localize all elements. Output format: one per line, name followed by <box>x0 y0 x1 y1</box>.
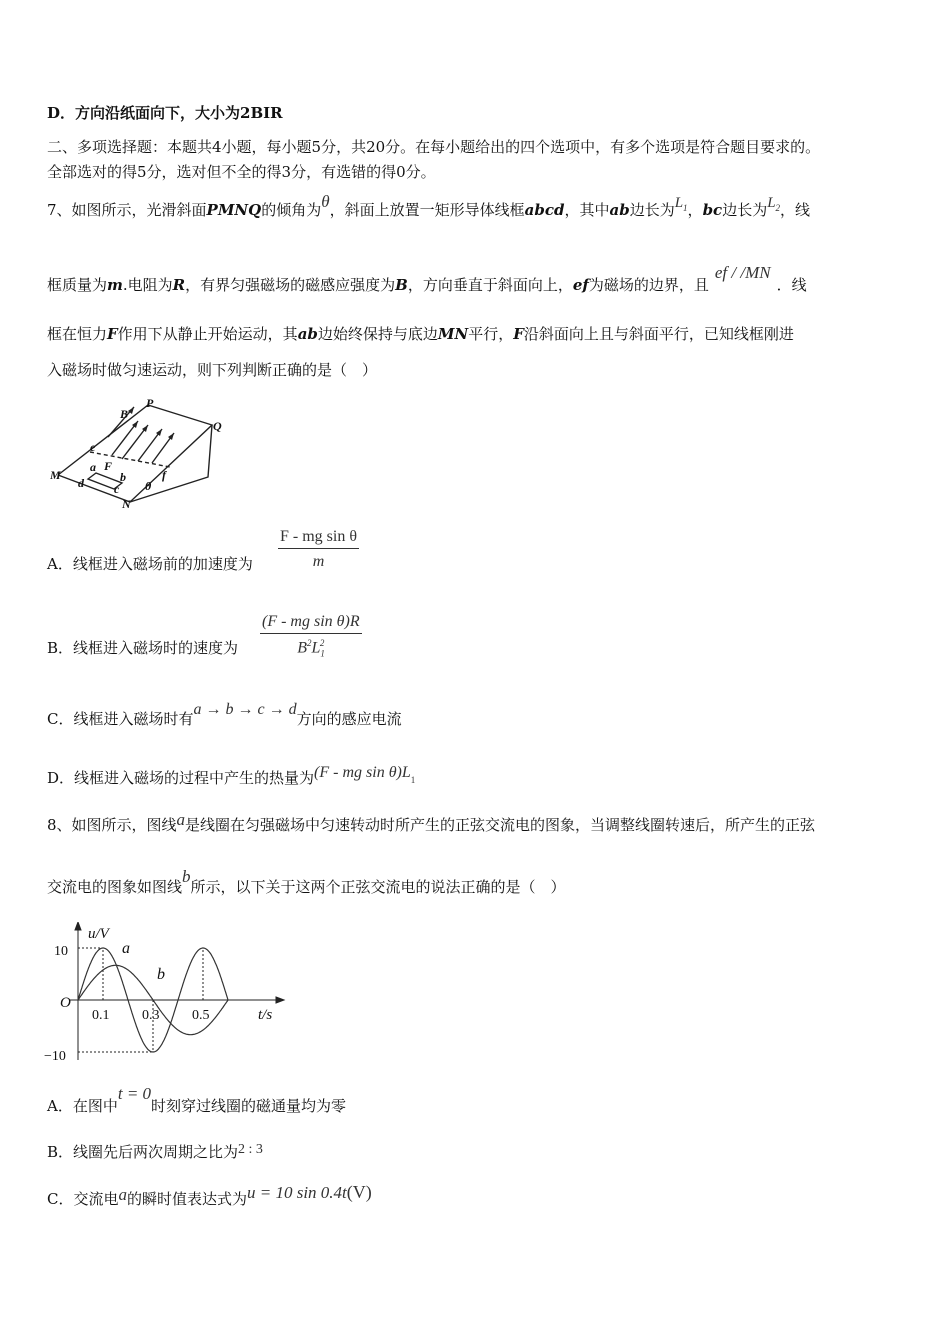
q7-line1: 7、如图所示，光滑斜面PMNQ的倾角为θ，斜面上放置一矩形导体线框abcd，其中ab边长为$L_1$，bc边长为$L_2$，线 <box>47 192 811 219</box>
q7-line4: 入磁场时做匀速运动，则下列判断正确的是（ ） <box>47 361 378 379</box>
chart-xtick-2: 0.5 <box>192 1008 210 1023</box>
fig-label-c: c <box>114 482 120 496</box>
q7-option-a: A．线框进入磁场前的加速度为 <box>47 555 253 573</box>
fig-label-B: B <box>120 407 129 421</box>
q7-option-b: B．线框进入磁场时的速度为 <box>47 639 239 657</box>
fig-label-F: F <box>104 459 113 473</box>
chart-ytick-bottom: −10 <box>44 1049 66 1064</box>
chart-xlabel: t/s <box>258 1007 273 1023</box>
section-heading: 二、多项选择题：本题共4小题，每小题5分，共20分。在每小题给出的四个选项中，有多个选项是符合题目要求的。 <box>47 138 821 156</box>
section-heading-2: 全部选对的得5分，选对但不全的得3分，有选错的得0分。 <box>47 163 436 181</box>
fig-label-theta: θ <box>145 479 152 493</box>
prev-option-d: D．方向沿纸面向下，大小为2BIR <box>47 104 283 122</box>
chart-ylabel: u/V <box>88 926 109 942</box>
q7-option-b-fraction: $\frac{\text{(F - mg sin θ)R}}{B^2L_1^2}$ <box>262 613 360 659</box>
fig-label-e: e <box>90 440 96 454</box>
q7-option-a-fraction: $\frac{\text{F - mg sin θ}}{m}$ <box>280 528 358 570</box>
chart-y-arrow <box>75 922 81 930</box>
fig-label-b: b <box>120 470 126 484</box>
q7-line2: 框质量为m.电阻为R，有界匀强磁场的磁感应强度为B，方向垂直于斜面向上，ef为磁场的边界，且ef / /MN．线 <box>47 263 807 294</box>
fig-label-P: P <box>146 397 154 410</box>
q7-line3: 框在恒力F作用下从静止开始运动，其ab边始终保持与底边MN平行，F沿斜面向上且与斜面平行，已知线框刚进 <box>47 325 794 343</box>
chart-ytick-top: 10 <box>54 944 68 959</box>
fig-label-N: N <box>122 497 131 511</box>
fig-label-f: f <box>162 468 166 482</box>
fig-label-Q: Q <box>213 419 222 433</box>
q8-line1: 8、如图所示，图线a是线圈在匀强磁场中匀速转动时所产生的正弦交流电的图象，当调整线圈转速后，所产生的正弦 <box>47 810 816 834</box>
q8-line2: 交流电的图象如图线b所示，以下关于这两个正弦交流电的说法正确的是（ ） <box>47 867 566 896</box>
q7-option-d: D．线框进入磁场的过程中产生的热量为(F - mg $\sin \theta)L_1$ <box>47 764 416 787</box>
fig-label-M: M <box>50 468 61 482</box>
chart-x-arrow <box>276 997 284 1003</box>
fig-label-a: a <box>90 460 96 474</box>
q8-option-b: B．线圈先后两次周期之比为2 : 3 <box>47 1142 263 1161</box>
curve-a-label: a <box>122 940 130 957</box>
curve-b-label: b <box>157 966 165 983</box>
incline-figure <box>50 397 240 512</box>
q7-option-c: C．线框进入磁场时有a → b → c → d方向的感应电流 <box>47 701 402 728</box>
ac-chart <box>40 922 290 1072</box>
chart-xtick-1: 0.3 <box>142 1008 160 1023</box>
fig-label-d: d <box>78 476 84 490</box>
chart-xtick-0: 0.1 <box>92 1008 110 1023</box>
chart-origin: O <box>60 995 71 1011</box>
q8-option-a: A．在图中t = 0时刻穿过线圈的磁通量均为零 <box>47 1084 347 1115</box>
q8-option-c: C．交流电a的瞬时值表达式为u = 10 sin 0.4t(V) <box>47 1182 372 1208</box>
